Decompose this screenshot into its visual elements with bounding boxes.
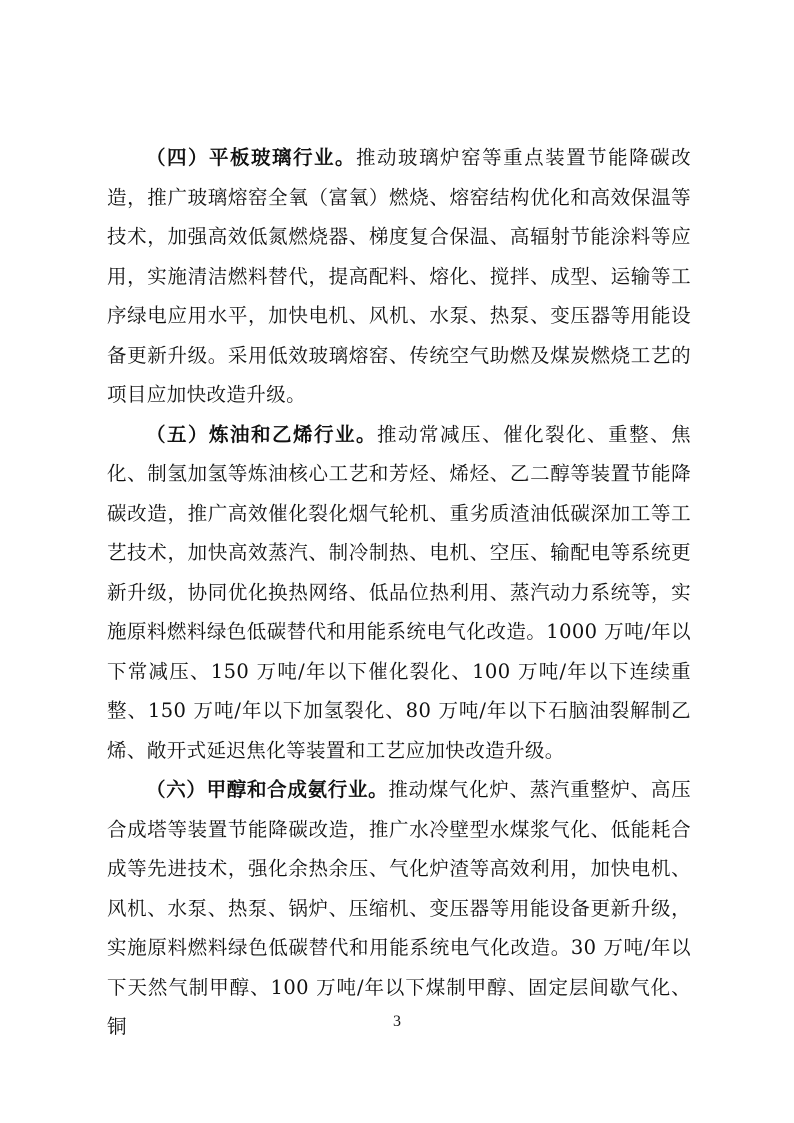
section-heading-flat-glass: （四）平板玻璃行业。 [146,146,357,169]
section-heading-refining-ethylene: （五）炼油和乙烯行业。 [146,422,378,446]
paragraph-text-flat-glass: 推动玻璃炉窑等重点装置节能降碳改造，推广玻璃熔窑全氧（富氧）燃烧、熔窑结构优化和高效保温等技术，加强高效低氮燃烧器、梯度复合保温、高辐射节能涂料等应用，实施清洁燃料替代，提高配料、熔化、搅拌、成型、运输等工序绿电应用水平，加快电机、风机、水泵、热泵、变压器等用能设备更新升级。采用低效玻璃熔窑、传统空气助燃及煤炭燃烧工艺的项目应加快改造升级。 [107,146,691,406]
paragraph-flat-glass [107,138,691,415]
paragraph-text-refining-ethylene: 推动常减压、催化裂化、重整、焦化、制氢加氢等炼油核心工艺和芳烃、烯烃、乙二醇等装置节能降碳改造，推广高效催化裂化烟气轮机、重劣质渣油低碳深加工等工艺技术，加快高效蒸汽、制冷制热、电机、空压、输配电等系统更新升级，协同优化换热网络、低品位热利用、蒸汽动力系统等，实施原料燃料绿色低碳替代和用能系统电气化改造。1000 万吨/年以下常减压、150 万吨/年以下催化裂化、100 万吨/年以下连续重整、150 万吨/年以下加氢裂化、80 万吨/年以下石脑油裂解制乙烯、敞开式延迟焦化等装置和工艺应加快改造升级。 [107,422,691,762]
paragraph-methanol-ammonia [107,770,691,1047]
paragraph-refining-ethylene [107,415,691,771]
document-body [107,138,691,1047]
page-number: 3 [393,1013,401,1030]
paragraph-text-methanol-ammonia: 推动煤气化炉、蒸汽重整炉、高压合成塔等装置节能降碳改造，推广水冷壁型水煤浆气化、低能耗合成等先进技术，强化余热余压、气化炉渣等高效利用，加快电机、风机、水泵、热泵、锅炉、压缩机、变压器等用能设备更新升级，实施原料燃料绿色低碳替代和用能系统电气化改造。30 万吨/年以下天然气制甲醇、100 万吨/年以下煤制甲醇、固定层间歇气化、铜 [107,778,691,1038]
section-heading-methanol-ammonia: （六）甲醇和合成氨行业。 [146,778,389,801]
